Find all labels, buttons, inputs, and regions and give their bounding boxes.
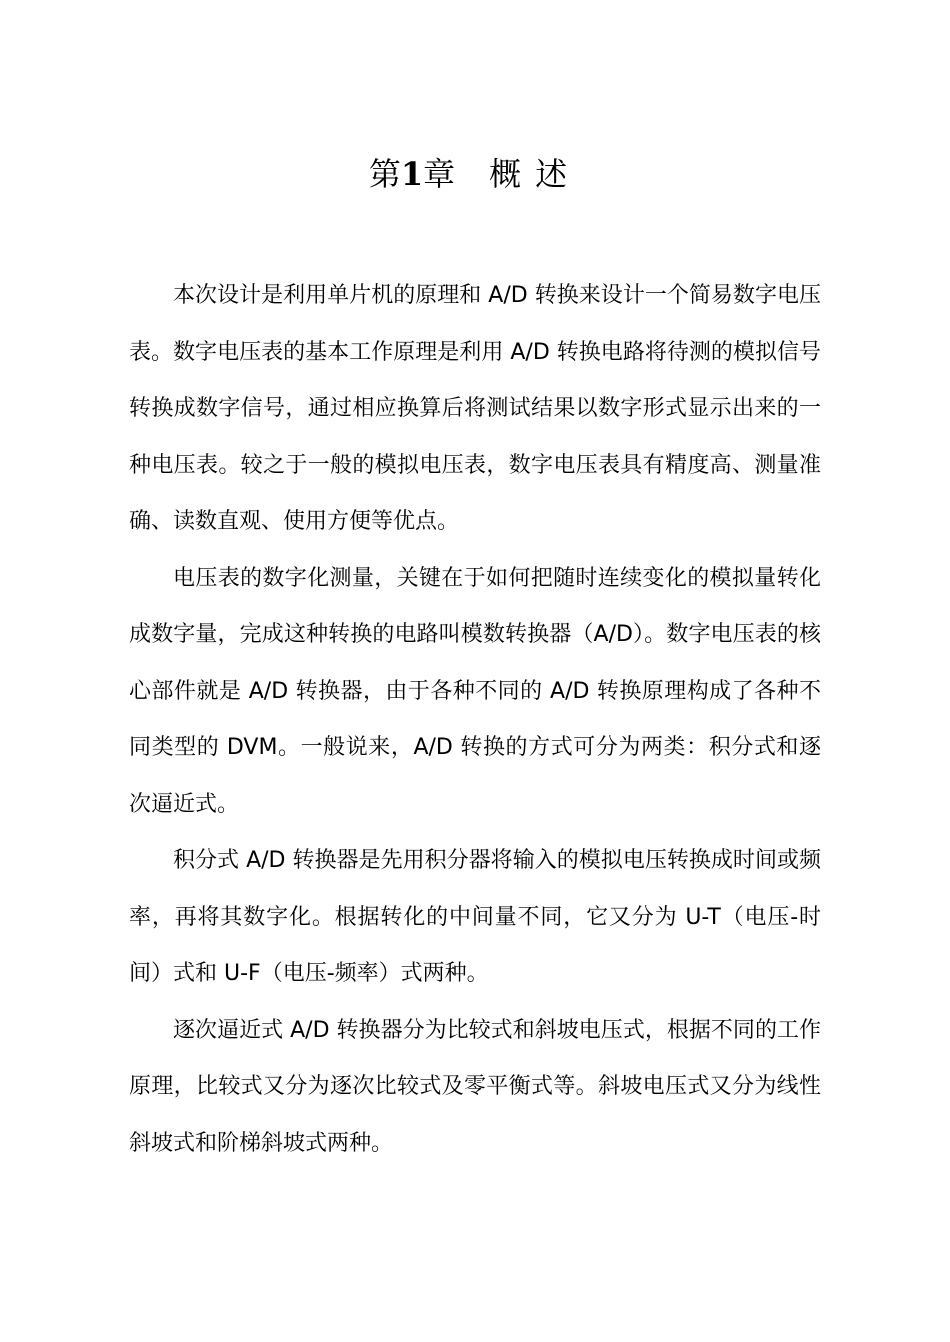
chapter-suffix: 章 — [423, 155, 456, 193]
chapter-name: 概述 — [489, 155, 582, 193]
chapter-title — [0, 150, 950, 198]
paragraph-3: 积分式 A/D 转换器是先用积分器将输入的模拟电压转换成时间或频率，再将其数字化。根据转化的中间量不同，它又分为 U-T（电压-时间）式和 U-F（电压-频率）式两种。 — [129, 848, 821, 986]
paragraph-4: 逐次逼近式 A/D 转换器分为比较式和斜坡电压式，根据不同的工作原理，比较式又分为逐次比较式及零平衡式等。斜坡电压式又分为线性斜坡式和阶梯斜坡式两种。 — [129, 1017, 821, 1156]
chapter-number: 1 — [400, 155, 424, 193]
paragraph-1: 本次设计是利用单片机的原理和 A/D 转换来设计一个简易数字电压表。数字电压表的基本工作原理是利用 A/D 转换电路将待测的模拟信号转换成数字信号，通过相应换算后将测试结果以数字形式显示出来的一种电压表。较之于一般的模拟电压表，数字电压表具有精度高、测量准确、读数直观、使用方便等优点。 — [129, 283, 821, 534]
paragraph-2: 电压表的数字化测量，关键在于如何把随时连续变化的模拟量转化成数字量，完成这种转换的电路叫模数转换器（A/D）。数字电压表的核心部件就是 A/D 转换器，由于各种不同的 A/D 转换原理构成了各种不同类型的 DVM。一般说来，A/D 转换的方式可分为两类：积分式和逐次逼近式。 — [129, 565, 821, 817]
body-text — [129, 268, 821, 1172]
chapter-prefix: 第 — [368, 155, 401, 193]
